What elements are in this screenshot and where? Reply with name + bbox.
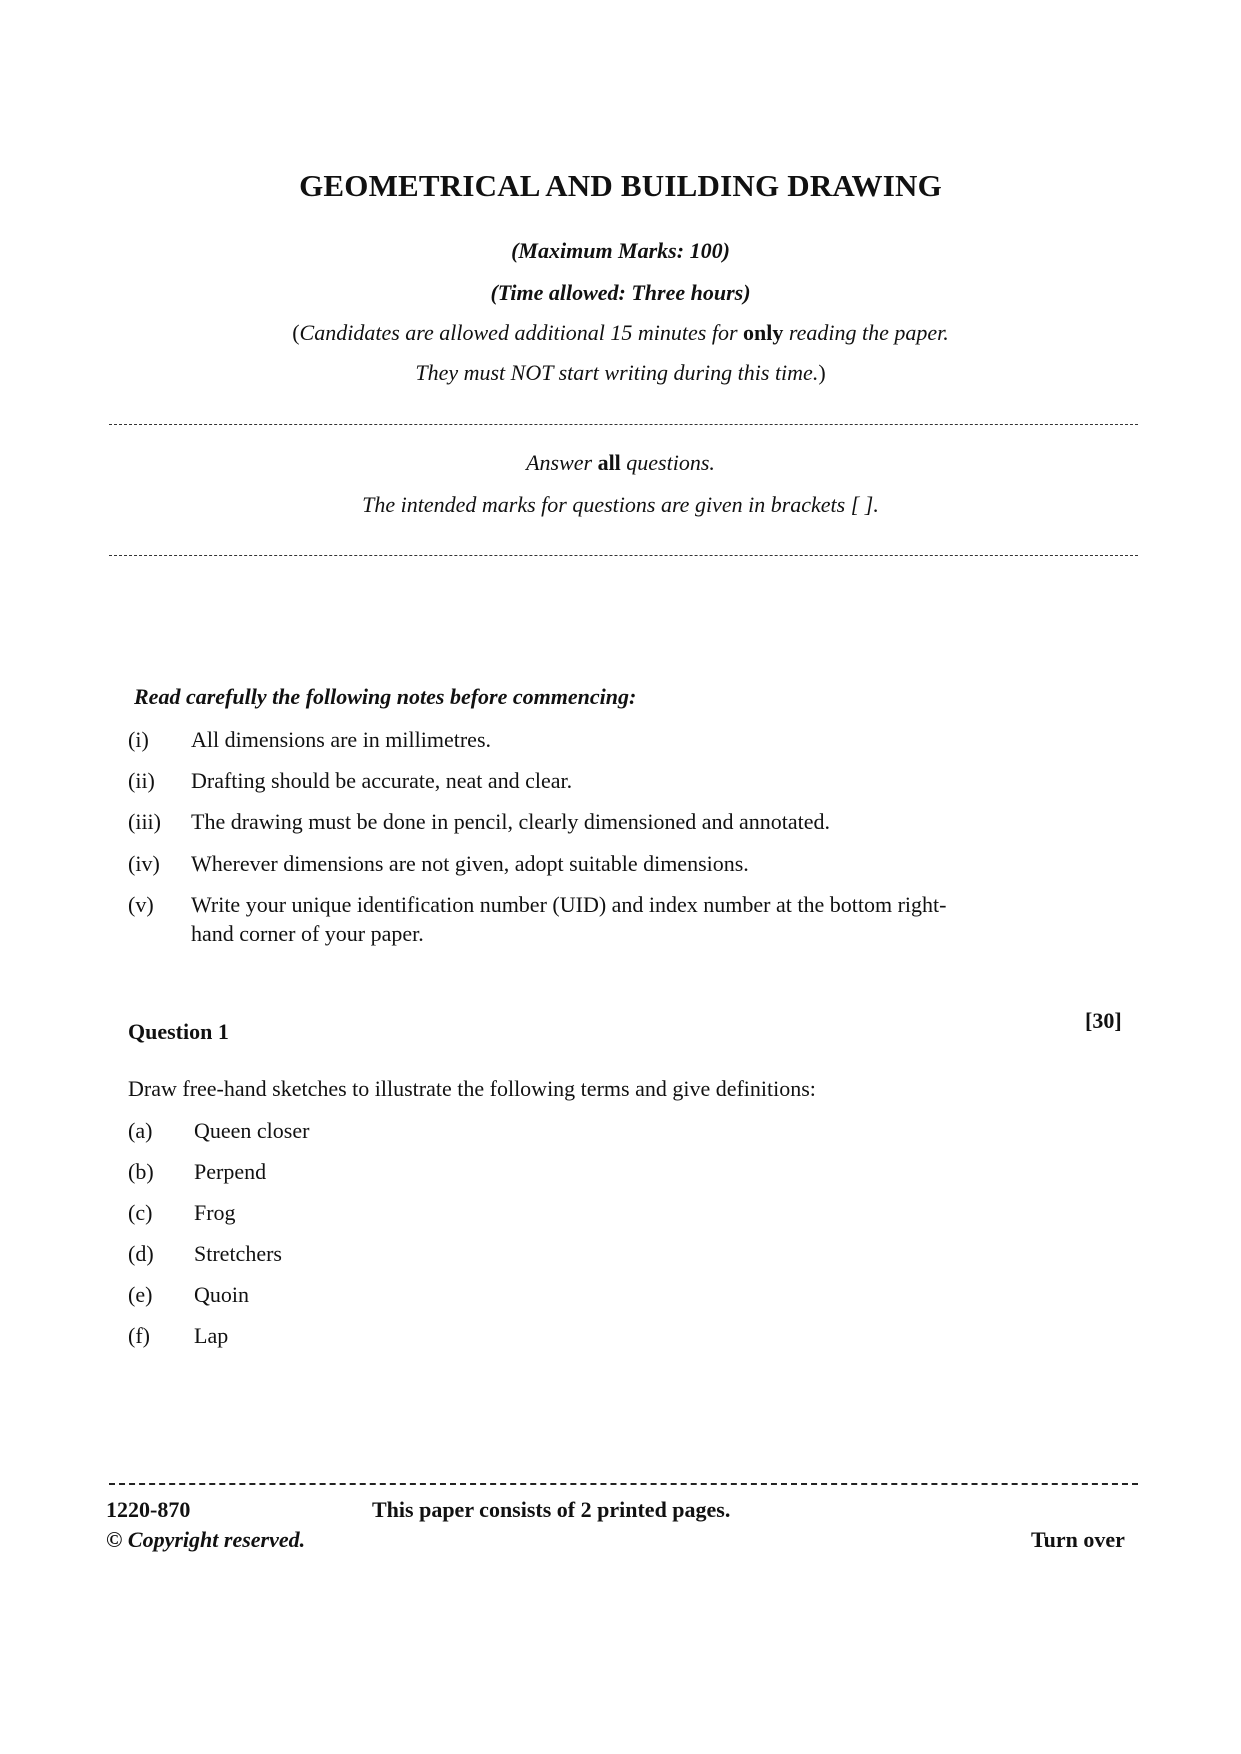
note-number: (iii) — [128, 809, 161, 834]
no-writing-text: They must NOT start writing during this time. — [415, 360, 819, 385]
note-number: (v) — [128, 892, 154, 917]
note-number: (i) — [128, 727, 149, 752]
reading-time-note — [0, 320, 1241, 346]
paper-code: 1220-870 — [106, 1497, 191, 1522]
no-writing-note — [0, 360, 1241, 386]
answer-instruction — [0, 450, 1241, 476]
question-1-instruction: Draw free-hand sketches to illustrate the following terms and give definitions: — [128, 1076, 816, 1101]
item-text: Perpend — [194, 1159, 267, 1184]
note-text: All dimensions are in millimetres. — [191, 727, 492, 752]
max-marks: (Maximum Marks: 100) — [511, 238, 730, 263]
answer-post: questions. — [620, 450, 715, 475]
copyright: © Copyright reserved. — [106, 1527, 306, 1552]
reading-time-post: reading the paper. — [783, 320, 949, 345]
divider-top — [109, 424, 1138, 425]
page-count: This paper consists of 2 printed pages. — [372, 1497, 731, 1522]
note-text: Wherever dimensions are not given, adopt suitable dimensions. — [191, 851, 749, 876]
item-label: (c) — [128, 1200, 153, 1225]
item-label: (b) — [128, 1159, 154, 1184]
question-1-marks: [30] — [1085, 1008, 1122, 1033]
divider-footer — [109, 1483, 1138, 1485]
question-1-heading: Question 1 — [128, 1019, 229, 1044]
note-text: The drawing must be done in pencil, clearly dimensioned and annotated. — [191, 809, 831, 834]
notes-heading: Read carefully the following notes before commencing: — [134, 684, 637, 709]
divider-middle — [109, 555, 1138, 556]
time-allowed: (Time allowed: Three hours) — [490, 280, 751, 305]
paper-title: GEOMETRICAL AND BUILDING DRAWING — [299, 168, 942, 203]
reading-time-text: Candidates are allowed additional 15 minutes for — [299, 320, 744, 345]
item-label: (a) — [128, 1118, 153, 1143]
answer-bold: all — [597, 450, 621, 475]
reading-time-bold: only — [743, 320, 784, 345]
item-label: (e) — [128, 1282, 153, 1307]
item-text: Lap — [194, 1323, 229, 1348]
note-text: Drafting should be accurate, neat and clear. — [191, 768, 573, 793]
no-writing-close-paren: ) — [818, 360, 826, 385]
note-text-continued: hand corner of your paper. — [191, 921, 424, 946]
reading-time-open-paren: ( — [292, 320, 300, 345]
item-text: Queen closer — [194, 1118, 310, 1143]
answer-pre: Answer — [526, 450, 598, 475]
marks-note: The intended marks for questions are given in brackets [ ]. — [362, 492, 879, 517]
item-text: Frog — [194, 1200, 236, 1225]
item-label: (f) — [128, 1323, 150, 1348]
item-text: Quoin — [194, 1282, 249, 1307]
turn-over: Turn over — [1031, 1527, 1125, 1552]
note-number: (ii) — [128, 768, 155, 793]
item-text: Stretchers — [194, 1241, 282, 1266]
note-text: Write your unique identification number (UID) and index number at the bottom right- — [191, 892, 947, 917]
note-number: (iv) — [128, 851, 160, 876]
item-label: (d) — [128, 1241, 154, 1266]
